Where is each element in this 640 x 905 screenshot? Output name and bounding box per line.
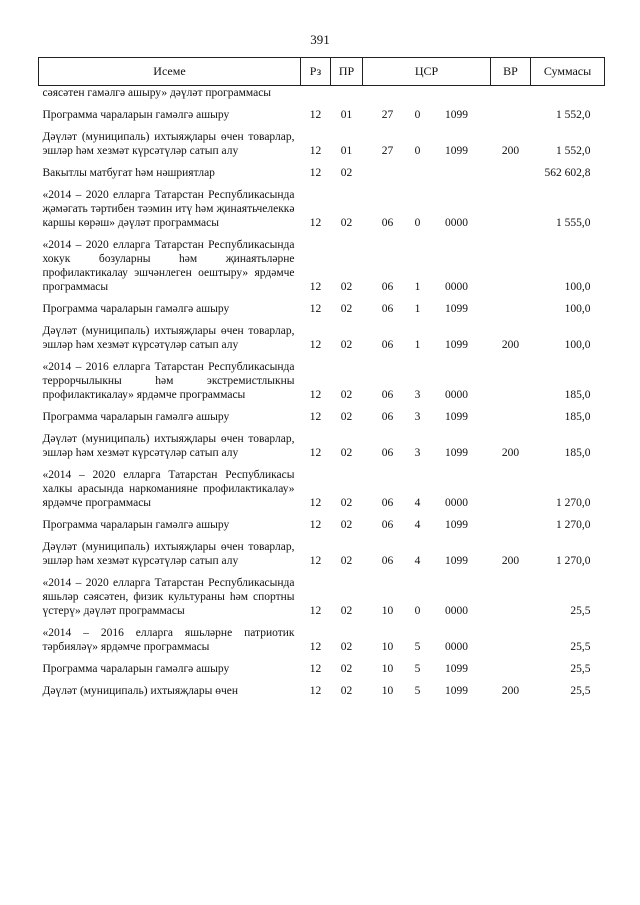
header-name: Исеме (39, 58, 301, 86)
row-pr: 01 (340, 109, 353, 121)
row-rz: 12 (309, 217, 322, 229)
row-name: Дәүләт (муниципаль) ихтыяҗлары өчен товарлар, эшләр һәм хезмәт күрсәтүләр сатып алу (42, 433, 295, 459)
table-row (39, 181, 605, 231)
row-csr-c1: 10 (381, 663, 394, 675)
row-pr: 02 (340, 217, 353, 229)
row-pr: 02 (340, 663, 353, 675)
row-sum: 1 270,0 (556, 555, 591, 567)
row-vr (491, 159, 531, 181)
row-vr (491, 231, 531, 295)
row-name: Дәүләт (муниципаль) ихтыяҗлары өчен товарлар, эшләр һәм хезмәт күрсәтүләр сатып алу (42, 541, 295, 567)
row-pr (331, 86, 363, 102)
row-rz: 12 (309, 167, 322, 179)
row-rz: 12 (309, 411, 322, 423)
row-name: «2014 – 2020 елларга Татарстан Республикасында җәмәгать тәртибен тәэмин итү һәм җинаятьчелеккә каршы көрәш» дәүләт программасы (42, 189, 295, 229)
row-csr-c1: 06 (381, 281, 394, 293)
row-csr-c3: 1099 (445, 109, 468, 121)
row-rz (301, 86, 331, 102)
row-name: «2014 – 2016 елларга яшьләрне патриотик тәрбияләү» ярдәмче программасы (42, 627, 295, 653)
row-sum: 1 270,0 (556, 497, 591, 509)
row-csr-c1: 06 (381, 389, 394, 401)
row-name: «2014 – 2020 елларга Татарстан Республикасында хокук бозуларны һәм җинаятьләрне профилактикалау эшчәнлеген оештыру» ярдәмче программасы (42, 239, 295, 293)
row-csr (363, 533, 491, 569)
row-rz: 12 (309, 555, 322, 567)
row-csr-c2: 3 (414, 447, 421, 459)
row-pr: 01 (340, 145, 353, 157)
row-sum: 185,0 (564, 447, 591, 459)
row-rz: 12 (309, 145, 322, 157)
row-pr: 02 (340, 519, 353, 531)
row-rz: 12 (309, 685, 322, 697)
row-csr-c2: 3 (414, 389, 421, 401)
row-csr-c3: 1099 (445, 145, 468, 157)
row-csr-c3: 0000 (445, 605, 468, 617)
row-rz: 12 (309, 389, 322, 401)
table-row (39, 655, 605, 677)
row-pr: 02 (340, 641, 353, 653)
row-csr-c3: 1099 (445, 663, 468, 675)
row-sum: 100,0 (564, 303, 591, 315)
table-row (39, 353, 605, 403)
row-name: «2014 – 2020 елларга Татарстан Республикасы халкы арасында наркоманияне профилактикалау» ярдәмче программасы (42, 469, 295, 509)
row-csr-c2: 1 (414, 339, 421, 351)
row-csr-c3: 1099 (445, 303, 468, 315)
row-csr-c3: 0000 (445, 217, 468, 229)
row-csr-c1: 27 (381, 109, 394, 121)
row-pr: 02 (340, 605, 353, 617)
row-pr: 02 (340, 685, 353, 697)
row-vr: 200 (501, 685, 520, 697)
row-vr (491, 511, 531, 533)
row-csr-c3: 0000 (445, 641, 468, 653)
row-csr-c2: 4 (414, 555, 421, 567)
row-pr: 02 (340, 339, 353, 351)
row-csr-c2: 0 (414, 605, 421, 617)
row-name: Программа чараларын гамәлгә ашыру (42, 109, 230, 121)
table-row (39, 403, 605, 425)
row-csr-c2: 4 (414, 519, 421, 531)
table-row (39, 619, 605, 655)
table-row (39, 533, 605, 569)
table-row (39, 677, 605, 699)
row-csr-c1: 06 (381, 519, 394, 531)
row-csr-c1: 06 (381, 447, 394, 459)
row-vr (491, 181, 531, 231)
row-csr-c1: 10 (381, 685, 394, 697)
row-csr (363, 317, 491, 353)
table-row (39, 511, 605, 533)
row-vr (491, 86, 531, 102)
row-sum: 185,0 (564, 411, 591, 423)
row-csr-c2: 0 (414, 109, 421, 121)
row-name: Программа чараларын гамәлгә ашыру (42, 663, 230, 675)
row-csr (363, 569, 491, 619)
table-row (39, 461, 605, 511)
row-csr (363, 101, 491, 123)
row-csr-c3: 1099 (445, 411, 468, 423)
row-sum: 100,0 (564, 281, 591, 293)
row-csr-c2: 5 (414, 641, 421, 653)
row-csr-c3: 0000 (445, 389, 468, 401)
row-rz: 12 (309, 281, 322, 293)
table-row (39, 425, 605, 461)
row-csr-c3: 0000 (445, 497, 468, 509)
row-csr-c2: 5 (414, 663, 421, 675)
row-csr-c3: 1099 (445, 519, 468, 531)
row-pr: 02 (340, 555, 353, 567)
header-csr: ЦСР (363, 58, 491, 86)
row-name: Программа чараларын гамәлгә ашыру (42, 519, 230, 531)
row-name: «2014 – 2020 елларга Татарстан Республикасында яшьләр сәясәтен, физик культураны һәм спортны үстерү» дәүләт программасы (42, 577, 295, 617)
row-sum: 562 602,8 (544, 167, 591, 179)
table-row (39, 231, 605, 295)
row-sum: 1 552,0 (556, 109, 591, 121)
row-sum: 25,5 (570, 641, 591, 653)
header-rz: Рз (301, 58, 331, 86)
row-name: Вакытлы матбугат һәм нәшриятлар (42, 167, 215, 179)
row-csr-c2: 0 (414, 217, 421, 229)
row-vr (491, 403, 531, 425)
row-sum: 25,5 (570, 605, 591, 617)
row-name: Программа чараларын гамәлгә ашыру (42, 303, 230, 315)
row-name: Дәүләт (муниципаль) ихтыяҗлары өчен товарлар, эшләр һәм хезмәт күрсәтүләр сатып алу (42, 131, 295, 157)
row-rz: 12 (309, 605, 322, 617)
row-csr-c2: 0 (414, 145, 421, 157)
page-number: 391 (310, 32, 330, 47)
row-rz: 12 (309, 519, 322, 531)
row-csr-c1: 10 (381, 641, 394, 653)
row-name: сәясәтен гамәлгә ашыру» дәүләт программасы (42, 87, 272, 99)
row-csr-c2: 1 (414, 281, 421, 293)
row-pr: 02 (340, 411, 353, 423)
table-row (39, 123, 605, 159)
row-csr (363, 677, 491, 699)
row-pr: 02 (340, 447, 353, 459)
table-row (39, 569, 605, 619)
row-rz: 12 (309, 497, 322, 509)
row-csr-c2: 3 (414, 411, 421, 423)
row-csr-c3: 1099 (445, 447, 468, 459)
row-rz: 12 (309, 663, 322, 675)
row-csr-c1: 06 (381, 411, 394, 423)
row-csr (363, 619, 491, 655)
row-csr (363, 86, 491, 102)
row-rz: 12 (309, 447, 322, 459)
row-vr (491, 569, 531, 619)
table-row (39, 317, 605, 353)
header-sum: Суммасы (531, 58, 605, 86)
row-name: Дәүләт (муниципаль) ихтыяҗлары өчен товарлар, эшләр һәм хезмәт күрсәтүләр сатып алу (42, 325, 295, 351)
row-sum: 185,0 (564, 389, 591, 401)
row-csr-c1: 27 (381, 145, 394, 157)
row-rz: 12 (309, 109, 322, 121)
row-rz: 12 (309, 339, 322, 351)
row-vr (491, 101, 531, 123)
row-pr: 02 (340, 303, 353, 315)
row-csr (363, 425, 491, 461)
row-csr-c1: 06 (381, 303, 394, 315)
table-row (39, 159, 605, 181)
row-sum: 25,5 (570, 685, 591, 697)
row-rz: 12 (309, 303, 322, 315)
row-csr (363, 655, 491, 677)
row-csr-c1: 06 (381, 497, 394, 509)
table-body (39, 86, 605, 700)
row-pr: 02 (340, 281, 353, 293)
row-csr (363, 353, 491, 403)
row-vr (491, 353, 531, 403)
row-pr: 02 (340, 497, 353, 509)
row-csr-c3: 1099 (445, 555, 468, 567)
row-vr (491, 295, 531, 317)
budget-table (38, 57, 605, 699)
row-csr-c3: 0000 (445, 281, 468, 293)
row-csr (363, 461, 491, 511)
row-pr: 02 (340, 389, 353, 401)
row-csr (363, 123, 491, 159)
row-vr: 200 (501, 555, 520, 567)
row-csr-c1: 06 (381, 555, 394, 567)
row-csr-c2: 5 (414, 685, 421, 697)
row-sum: 1 270,0 (556, 519, 591, 531)
row-sum: 100,0 (564, 339, 591, 351)
row-pr: 02 (340, 167, 353, 179)
row-vr: 200 (501, 447, 520, 459)
row-csr-c1: 06 (381, 339, 394, 351)
row-rz: 12 (309, 641, 322, 653)
row-vr (491, 619, 531, 655)
row-name: Дәүләт (муниципаль) ихтыяҗлары өчен (42, 685, 239, 697)
table-row (39, 295, 605, 317)
row-name: «2014 – 2016 елларга Татарстан Республикасында террорчылыкны һәм экстремистлыкны профилактикалау» ярдәмче программасы (42, 361, 295, 401)
row-csr-c1: 10 (381, 605, 394, 617)
row-vr (491, 655, 531, 677)
row-csr-c1: 06 (381, 217, 394, 229)
row-name: Программа чараларын гамәлгә ашыру (42, 411, 230, 423)
row-csr-c3: 1099 (445, 339, 468, 351)
row-csr (363, 181, 491, 231)
row-csr-c2: 4 (414, 497, 421, 509)
row-csr (363, 403, 491, 425)
row-csr-c2: 1 (414, 303, 421, 315)
header-pr: ПР (331, 58, 363, 86)
table-row (39, 101, 605, 123)
row-sum (531, 86, 605, 102)
row-vr: 200 (501, 145, 520, 157)
row-csr-c3: 1099 (445, 685, 468, 697)
row-csr (363, 511, 491, 533)
table-header-row (39, 58, 605, 86)
row-sum: 1 552,0 (556, 145, 591, 157)
row-csr (363, 159, 491, 181)
row-csr (363, 295, 491, 317)
header-vr: ВР (491, 58, 531, 86)
row-csr (363, 231, 491, 295)
row-sum: 1 555,0 (556, 217, 591, 229)
table-row (39, 86, 605, 102)
row-vr (491, 461, 531, 511)
row-sum: 25,5 (570, 663, 591, 675)
row-vr: 200 (501, 339, 520, 351)
